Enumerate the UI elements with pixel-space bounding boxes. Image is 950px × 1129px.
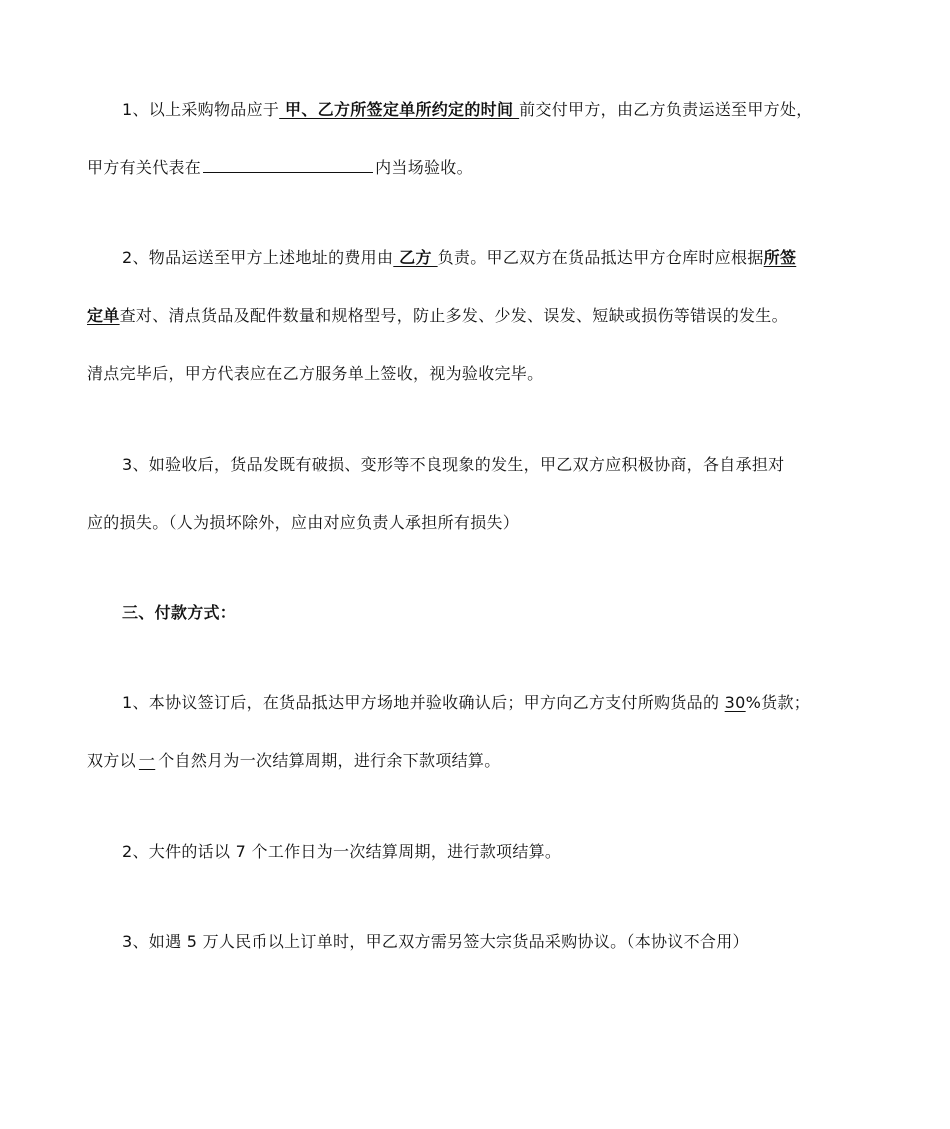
signed-order-term-head: 所签 bbox=[763, 248, 797, 267]
delivery-item2-line2-text: 查对、清点货品及配件数量和规格型号，防止多发、少发、误发、短缺或损伤等错误的发生。 bbox=[119, 306, 788, 325]
delivery-item2-line3-text: 清点完毕后，甲方代表应在乙方服务单上签收，视为验收完毕。 bbox=[87, 364, 544, 383]
payment-item1-line2 bbox=[87, 749, 887, 773]
shipping-cost-party: 乙方 bbox=[393, 248, 438, 267]
payment-item1-line2-pre: 双方以 bbox=[87, 751, 136, 770]
signed-order-term-tail: 定单 bbox=[87, 306, 120, 325]
payment-item1-line1 bbox=[122, 691, 887, 715]
delivery-item2-text-mid: 负责。甲乙双方在货品抵达甲方仓库时应根据 bbox=[437, 248, 764, 267]
delivery-item2-text-pre: 2、物品运送至甲方上述地址的费用由 bbox=[122, 248, 394, 267]
payment-percent-value: 30 bbox=[724, 693, 746, 712]
payment-item2-text: 2、大件的话以 7 个工作日为一次结算周期，进行款项结算。 bbox=[122, 842, 562, 861]
payment-item1-text-post: %货款； bbox=[745, 693, 811, 712]
payment-item1-line2-post: 个自然月为一次结算周期，进行余下款项结算。 bbox=[158, 751, 501, 770]
delivery-item1-line1 bbox=[122, 98, 887, 122]
blank-fill-line bbox=[203, 156, 373, 173]
delivery-item1-text-post: 前交付甲方，由乙方负责运送至甲方处， bbox=[519, 100, 813, 119]
delivery-item1-text-pre: 1、以上采购物品应于 bbox=[122, 100, 280, 119]
payment-item1-text-pre: 1、本协议签订后，在货品抵达甲方场地并验收确认后；甲方向乙方支付所购货品的 bbox=[122, 693, 720, 712]
settlement-period-count: 一 bbox=[138, 751, 156, 770]
delivery-item2-line1 bbox=[122, 246, 887, 270]
payment-item3 bbox=[122, 930, 887, 954]
payment-item2 bbox=[122, 840, 887, 864]
delivery-item1-line2-post: 内当场验收。 bbox=[375, 158, 473, 177]
delivery-item2-line3 bbox=[87, 362, 887, 386]
delivery-item3-line2 bbox=[87, 511, 887, 535]
delivery-item3-line2-text: 应的损失。（人为损坏除外，应由对应负责人承担所有损失） bbox=[87, 513, 520, 532]
delivery-item1-line2 bbox=[87, 156, 887, 180]
payment-item3-text: 3、如遇 5 万人民币以上订单时，甲乙双方需另签大宗货品采购协议。（本协议不合用） bbox=[122, 932, 749, 951]
delivery-item3-line1-text: 3、如验收后，货品发既有破损、变形等不良现象的发生，甲乙双方应积极协商，各自承担对 bbox=[122, 455, 785, 474]
payment-heading-text: 三、付款方式： bbox=[122, 603, 237, 622]
payment-section-heading bbox=[122, 601, 887, 625]
delivery-item3-line1 bbox=[122, 453, 887, 477]
delivery-time-term: 甲、乙方所签定单所约定的时间 bbox=[279, 100, 520, 119]
delivery-item1-line2-pre: 甲方有关代表在 bbox=[87, 158, 202, 177]
delivery-item2-line2 bbox=[87, 304, 887, 328]
